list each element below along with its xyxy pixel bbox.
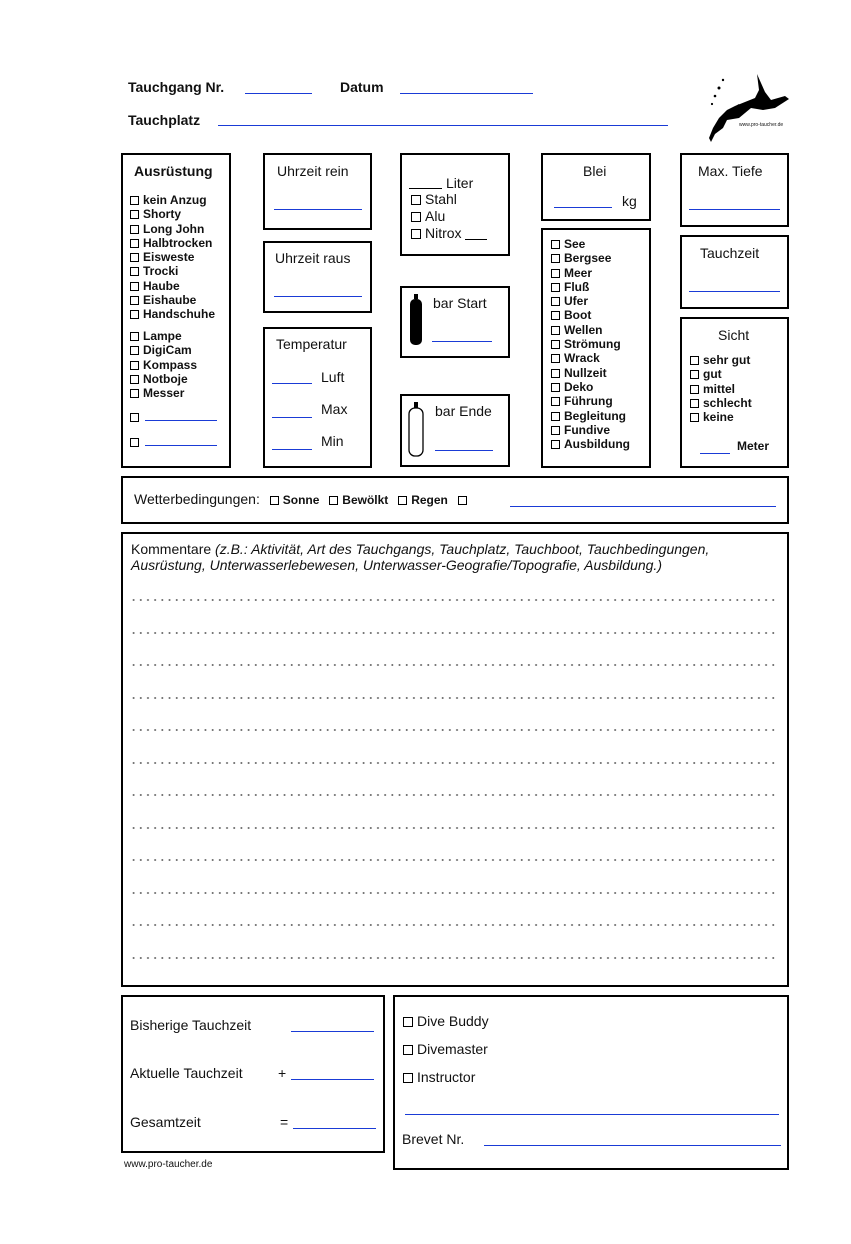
gewaesser-list: [551, 237, 630, 451]
checkbox-item[interactable]: Divemaster: [403, 1035, 489, 1063]
checkbox-item[interactable]: sehr gut: [690, 353, 752, 367]
checkbox-item[interactable]: Führung: [551, 394, 630, 408]
checkbox-item[interactable]: Handschuhe: [130, 307, 215, 321]
sicht-meter-label: Meter: [737, 439, 770, 453]
bar-start-box: [400, 286, 510, 358]
sicht-meter-field[interactable]: [700, 453, 730, 454]
checkbox-item[interactable]: See: [551, 237, 630, 251]
checkbox-item[interactable]: Dive Buddy: [403, 1007, 489, 1035]
wetter-row: [134, 491, 471, 507]
checkbox-item[interactable]: Instructor: [403, 1063, 489, 1091]
ausruestung-list-2: [130, 329, 197, 400]
min-temp-label: Min: [321, 433, 344, 449]
checkbox-item[interactable]: Wellen: [551, 323, 630, 337]
comment-line[interactable]: [130, 632, 776, 634]
sicht-box: [680, 317, 789, 468]
aktuelle-label: Aktuelle Tauchzeit: [130, 1065, 243, 1081]
comment-line[interactable]: [130, 892, 776, 894]
flasche-box: [400, 153, 510, 256]
checkbox-item[interactable]: Notboje: [130, 372, 197, 386]
comment-line[interactable]: [130, 697, 776, 699]
diver-icon: [705, 72, 791, 148]
checkbox-item[interactable]: Ufer: [551, 294, 630, 308]
blei-unit: kg: [622, 193, 637, 209]
comment-line[interactable]: [130, 794, 776, 796]
checkbox-item[interactable]: Messer: [130, 386, 197, 400]
checkbox-item[interactable]: Haube: [130, 279, 215, 293]
plus-sign: +: [278, 1065, 287, 1081]
aktuelle-field[interactable]: [291, 1079, 374, 1080]
bar-ende-field[interactable]: [435, 450, 493, 451]
flasche-options: [411, 191, 487, 242]
max-temp-label: Max: [321, 401, 348, 417]
logo-url: www.pro-taucher.de: [739, 122, 784, 128]
checkbox-item[interactable]: Stahl: [411, 191, 487, 208]
checkbox-item[interactable]: gut: [690, 367, 752, 381]
checkbox-item[interactable]: Long John: [130, 222, 215, 236]
comment-line[interactable]: [130, 827, 776, 829]
uhrzeit-rein-field[interactable]: [274, 209, 362, 210]
tauchplatz-field[interactable]: [218, 125, 668, 126]
temperatur-title: Temperatur: [276, 336, 347, 352]
footer-url: www.pro-taucher.de: [124, 1159, 213, 1170]
equals-sign: =: [280, 1114, 289, 1130]
tauchplatz-label: Tauchplatz: [128, 112, 201, 128]
datum-field[interactable]: [400, 93, 533, 94]
checkbox-item[interactable]: Shorty: [130, 207, 215, 221]
wetter-other-field[interactable]: [510, 506, 776, 507]
checkbox-item[interactable]: Eisweste: [130, 250, 215, 264]
ausruestung-list-1: [130, 193, 215, 322]
checkbox-item[interactable]: Meer: [551, 266, 630, 280]
uhrzeit-rein-label: Uhrzeit rein: [277, 163, 349, 179]
liter-label: Liter: [446, 175, 474, 191]
kommentare-title: Kommentare: [131, 541, 212, 557]
comment-line[interactable]: [130, 762, 776, 764]
comment-line[interactable]: [130, 957, 776, 959]
max-temp-field[interactable]: [272, 417, 312, 418]
gesamt-field[interactable]: [293, 1128, 376, 1129]
diver-logo: [705, 72, 791, 148]
max-tiefe-field[interactable]: [689, 209, 780, 210]
custom-item-2[interactable]: [130, 433, 143, 451]
tauchzeit-field[interactable]: [689, 291, 780, 292]
tauchgang-label: Tauchgang Nr.: [128, 79, 225, 95]
temperatur-box: [263, 327, 372, 468]
wetter-label: Wetterbedingungen:: [134, 491, 260, 507]
checkbox-item[interactable]: schlecht: [690, 396, 752, 410]
sicht-title: Sicht: [718, 327, 750, 343]
steel-tank-icon: [409, 294, 423, 346]
kommentare-hint: (z.B.: Aktivität, Art des Tauchgangs, Tauchplatz, Tauchboot, Tauchbedingungen, Ausrüstung, Unterwasserlebewesen, Unterwasser-Geografie/Topografie, Ausbildung.): [131, 541, 710, 573]
luft-field[interactable]: [272, 383, 312, 384]
buddy-options: [403, 1007, 489, 1091]
uhrzeit-raus-field[interactable]: [274, 296, 362, 297]
comment-line[interactable]: [130, 599, 776, 601]
checkbox-item[interactable]: Lampe: [130, 329, 197, 343]
custom-item-1[interactable]: [130, 408, 143, 426]
bar-start-label: bar Start: [433, 295, 487, 311]
tauchzeit-title: Tauchzeit: [700, 245, 760, 261]
checkbox-item[interactable]: Eishaube: [130, 293, 215, 307]
comment-line[interactable]: [130, 859, 776, 861]
buddy-box: [393, 995, 789, 1170]
checkbox-item[interactable]: Begleitung: [551, 409, 630, 423]
brevet-label: Brevet Nr.: [402, 1131, 465, 1147]
checkbox-item[interactable]: mittel: [690, 382, 752, 396]
checkbox-item[interactable]: keine: [690, 410, 752, 424]
brevet-field[interactable]: [484, 1145, 781, 1146]
max-tiefe-box: [680, 153, 789, 227]
ausruestung-title: Ausrüstung: [134, 163, 213, 179]
zeiten-box: [121, 995, 385, 1153]
alu-tank-icon: [407, 402, 425, 457]
checkbox-item[interactable]: Kompass: [130, 358, 197, 372]
bisherige-field[interactable]: [291, 1031, 374, 1032]
checkbox-item[interactable]: Trocki: [130, 264, 215, 278]
comment-line[interactable]: [130, 729, 776, 731]
buddy-name-field[interactable]: [405, 1114, 779, 1115]
comment-line[interactable]: [130, 664, 776, 666]
checkbox-item[interactable]: Fundive: [551, 423, 630, 437]
blei-field[interactable]: [554, 207, 612, 208]
uhrzeit-rein-box: [263, 153, 372, 230]
checkbox-item[interactable]: Nitrox: [411, 225, 487, 242]
datum-label: Datum: [340, 79, 384, 95]
checkbox-item[interactable]: Alu: [411, 208, 487, 225]
checkbox-item[interactable]: DigiCam: [130, 343, 197, 357]
wetter-box: [121, 476, 789, 524]
bisherige-label: Bisherige Tauchzeit: [130, 1017, 252, 1033]
bar-start-field[interactable]: [432, 341, 492, 342]
checkbox-other[interactable]: [458, 493, 471, 507]
max-tiefe-title: Max. Tiefe: [698, 163, 763, 179]
sicht-list: [690, 353, 752, 424]
blei-title: Blei: [583, 163, 607, 179]
checkbox-sonne[interactable]: Sonne: [270, 493, 320, 507]
checkbox-item[interactable]: Wrack: [551, 351, 630, 365]
comment-line[interactable]: [130, 924, 776, 926]
nitrox-field[interactable]: [465, 239, 487, 240]
custom-item-1-field[interactable]: [145, 420, 217, 421]
uhrzeit-raus-box: [263, 241, 372, 313]
tauchgang-field[interactable]: [245, 93, 312, 94]
kommentare-heading: [131, 541, 771, 573]
checkbox-regen[interactable]: Regen: [398, 493, 448, 507]
checkbox-item[interactable]: Bergsee: [551, 251, 630, 265]
gesamt-label: Gesamtzeit: [130, 1114, 201, 1130]
checkbox-item[interactable]: kein Anzug: [130, 193, 215, 207]
checkbox-item[interactable]: Deko: [551, 380, 630, 394]
custom-item-2-field[interactable]: [145, 445, 217, 446]
checkbox-item[interactable]: Halbtrocken: [130, 236, 215, 250]
blei-box: [541, 153, 651, 221]
checkbox-item[interactable]: Ausbildung: [551, 437, 630, 451]
bar-ende-box: [400, 394, 510, 467]
checkbox-item[interactable]: Fluß: [551, 280, 630, 294]
checkbox-item[interactable]: Strömung: [551, 337, 630, 351]
tauchzeit-box: [680, 235, 789, 309]
checkbox-item[interactable]: Nullzeit: [551, 366, 630, 380]
luft-label: Luft: [321, 369, 345, 385]
uhrzeit-raus-label: Uhrzeit raus: [275, 250, 351, 266]
bar-ende-label: bar Ende: [435, 403, 492, 419]
ausruestung-box: [121, 153, 231, 468]
gewaesser-box: [541, 228, 651, 468]
min-temp-field[interactable]: [272, 449, 312, 450]
checkbox-bewoelkt[interactable]: Bewölkt: [329, 493, 388, 507]
liter-field[interactable]: [409, 188, 442, 189]
checkbox-item[interactable]: Boot: [551, 308, 630, 322]
